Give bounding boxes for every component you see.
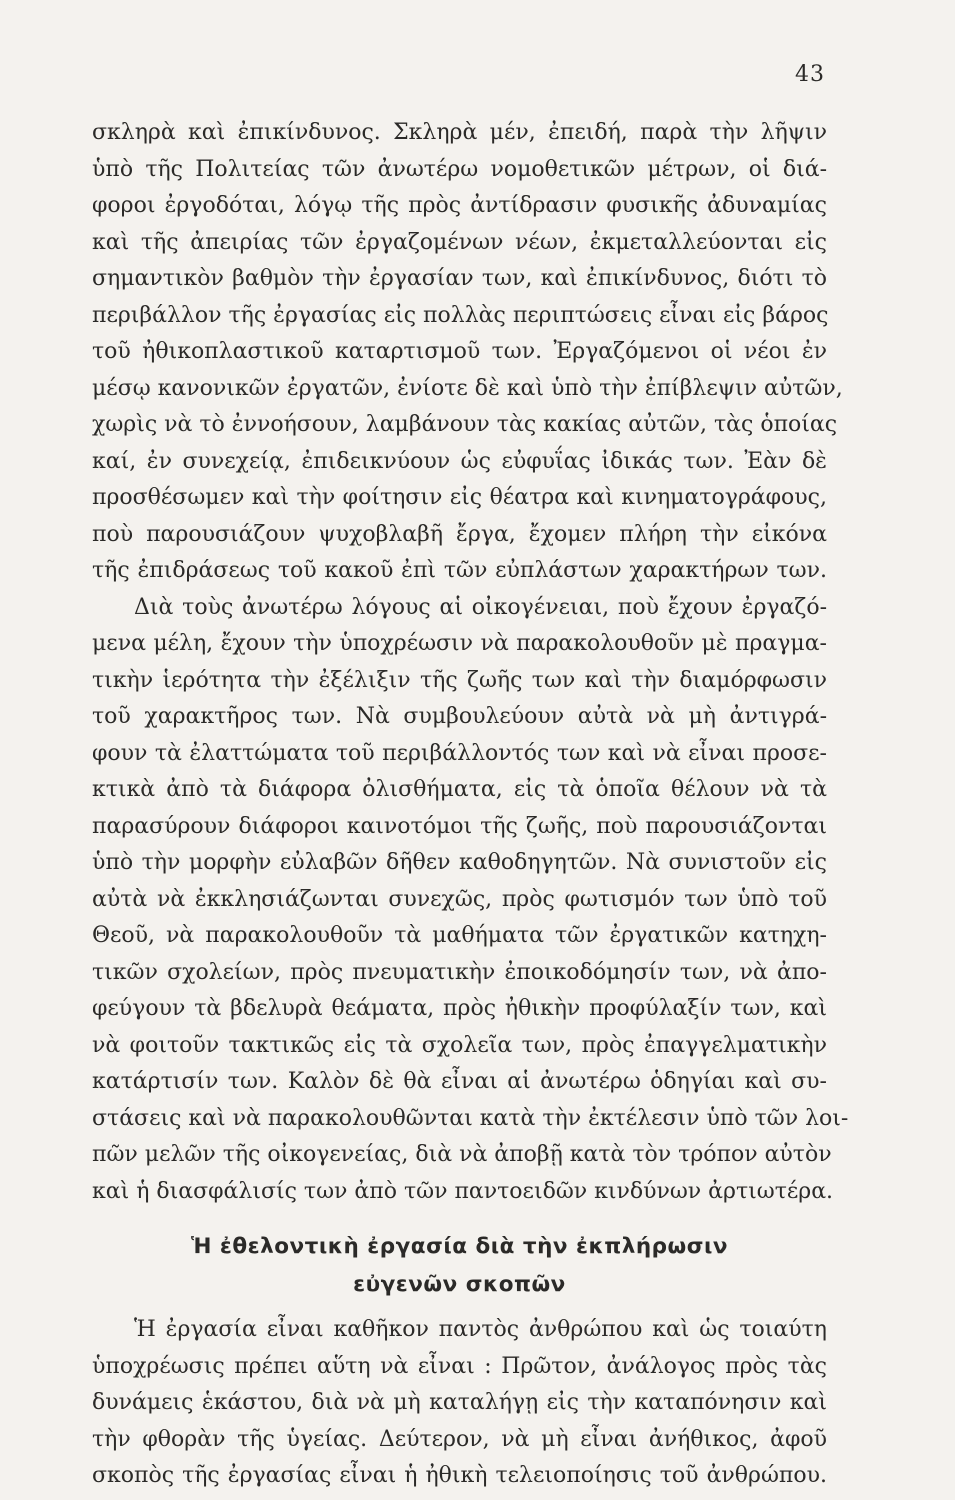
text-line: σημαντικὸν βαθμὸν τὴν ἐργασίαν των, καὶ ἐπικίνδυνος, διότι τὸ [92, 266, 827, 291]
text-line: τὴν φθορὰν τῆς ὑγείας. Δεύτερον, νὰ μὴ εἶναι ἀνήθικος, ἀφοῦ [92, 1426, 827, 1452]
text-line: αὐτὰ νὰ ἐκκλησιάζωνται συνεχῶς, πρὸς φωτισμόν των ὑπὸ τοῦ [92, 886, 827, 912]
text-line: καί, ἐν συνεχείᾳ, ἐπιδεικνύουν ὡς εὐφυΐας ἰδικάς των. Ἐὰν δὲ [92, 448, 827, 474]
text-line: Διὰ τοὺς ἀνωτέρω λόγους αἱ οἰκογένειαι, ποὺ ἔχουν ἐργαζό- [134, 594, 827, 620]
text-line: καὶ ἡ διασφάλισίς των ἀπὸ τῶν παντοειδῶν κινδύνων ἀρτιωτέρα. [92, 1178, 834, 1204]
text-line: τοῦ ἠθικοπλαστικοῦ καταρτισμοῦ των. Ἐργαζόμενοι οἱ νέοι ἐν [92, 339, 827, 364]
text-line: πῶν μελῶν τῆς οἰκογενείας, διὰ νὰ ἀποβῇ κατὰ τὸν τρόπον αὐτὸν [92, 1142, 832, 1167]
section-heading-line-1: Ἡ ἐθελοντικὴ ἐργασία διὰ τὴν ἐκπλήρωσιν [190, 1234, 729, 1259]
text-line: ὑπὸ τὴν μορφὴν εὐλαβῶν δῆθεν καθοδηγητῶν. Νὰ συνιστοῦν εἰς [92, 850, 827, 875]
page-number: 43 [795, 62, 825, 87]
text-line: μενα μέλη, ἔχουν τὴν ὑποχρέωσιν νὰ παρακολουθοῦν μὲ πραγμα- [92, 631, 827, 656]
text-line: περιβάλλον τῆς ἐργασίας εἰς πολλὰς περιπτώσεις εἶναι εἰς βάρος [92, 302, 829, 328]
paragraph-3 [92, 1312, 827, 1495]
text-line: Ἡ ἐργασία εἶναι καθῆκον παντὸς ἀνθρώπου καὶ ὡς τοιαύτη [134, 1317, 827, 1342]
text-line: φεύγουν τὰ βδελυρὰ θεάματα, πρὸς ἠθικὴν προφύλαξίν των, καὶ [92, 996, 827, 1021]
text-line: τικῶν σχολείων, πρὸς πνευματικὴν ἐποικοδόμησίν των, νὰ ἀπο- [92, 959, 827, 985]
text-line: παρασύρουν διάφοροι καινοτόμοι τῆς ζωῆς, ποὺ παρουσιάζονται [92, 813, 827, 839]
text-line: ὑπὸ τῆς Πολιτείας τῶν ἀνωτέρω νομοθετικῶν μέτρων, οἱ διά- [92, 156, 827, 182]
text-line: Θεοῦ, νὰ παρακολουθοῦν τὰ μαθήματα τῶν ἐργατικῶν κατηχη- [92, 923, 827, 948]
text-line: κατάρτισίν των. Καλὸν δὲ θὰ εἶναι αἱ ἀνωτέρω ὁδηγίαι καὶ συ- [92, 1069, 827, 1094]
text-line: στάσεις καὶ νὰ παρακολουθῶνται κατὰ τὴν ἐκτέλεσιν ὑπὸ τῶν λοι- [92, 1105, 849, 1131]
text-line: σκοπὸς τῆς ἐργασίας εἶναι ἡ ἠθικὴ τελειοποίησις τοῦ ἀνθρώπου. [92, 1463, 827, 1488]
body-text [92, 115, 849, 1495]
text-line: καὶ τῆς ἀπειρίας τῶν ἐργαζομένων νέων, ἐκμεταλλεύονται εἰς [92, 229, 827, 255]
text-line: σκληρὰ καὶ ἐπικίνδυνος. Σκληρὰ μέν, ἐπειδή, παρὰ τὴν λῆψιν [92, 120, 827, 145]
text-line: τῆς ἐπιδράσεως τοῦ κακοῦ ἐπὶ τῶν εὐπλάστων χαρακτήρων των. [92, 558, 827, 583]
text-line: τοῦ χαρακτῆρος των. Νὰ συμβουλεύουν αὐτὰ νὰ μὴ ἀντιγρά- [92, 704, 827, 729]
text-line: προσθέσωμεν καὶ τὴν φοίτησιν εἰς θέατρα καὶ κινηματογράφους, [92, 485, 827, 510]
text-line: ὑποχρέωσις πρέπει αὕτη νὰ εἶναι : Πρῶτον, ἀνάλογος πρὸς τὰς [92, 1353, 827, 1379]
paragraph-1 [92, 115, 843, 590]
text-line: κτικὰ ἀπὸ τὰ διάφορα ὀλισθήματα, εἰς τὰ ὁποῖα θέλουν νὰ τὰ [92, 777, 827, 802]
text-line: ποὺ παρουσιάζουν ψυχοβλαβῆ ἔργα, ἔχομεν πλήρη τὴν εἰκόνα [92, 521, 827, 547]
paragraph-2 [92, 590, 849, 1211]
text-line: νὰ φοιτοῦν τακτικῶς εἰς τὰ σχολεῖα των, πρὸς ἐπαγγελματικὴν [92, 1032, 827, 1058]
text-line: δυνάμεις ἑκάστου, διὰ νὰ μὴ καταλήγῃ εἰς τὴν καταπόνησιν καὶ [92, 1390, 827, 1415]
text-line: χωρὶς νὰ τὸ ἐννοήσουν, λαμβάνουν τὰς κακίας αὐτῶν, τὰς ὁποίας [92, 412, 838, 437]
section-heading-line-2: εὐγενῶν σκοπῶν [353, 1272, 566, 1297]
text-line: φουν τὰ ἐλαττώματα τοῦ περιβάλλοντός των καὶ νὰ εἶναι προσε- [92, 740, 827, 766]
text-line: μέσῳ κανονικῶν ἐργατῶν, ἐνίοτε δὲ καὶ ὑπὸ τὴν ἐπίβλεψιν αὐτῶν, [92, 375, 843, 401]
text-line: φοροι ἐργοδόται, λόγῳ τῆς πρὸς ἀντίδρασιν φυσικῆς ἀδυναμίας [92, 193, 827, 218]
text-line: τικὴν ἱερότητα τὴν ἐξέλιξιν τῆς ζωῆς των καὶ τὴν διαμόρφωσιν [92, 667, 827, 693]
